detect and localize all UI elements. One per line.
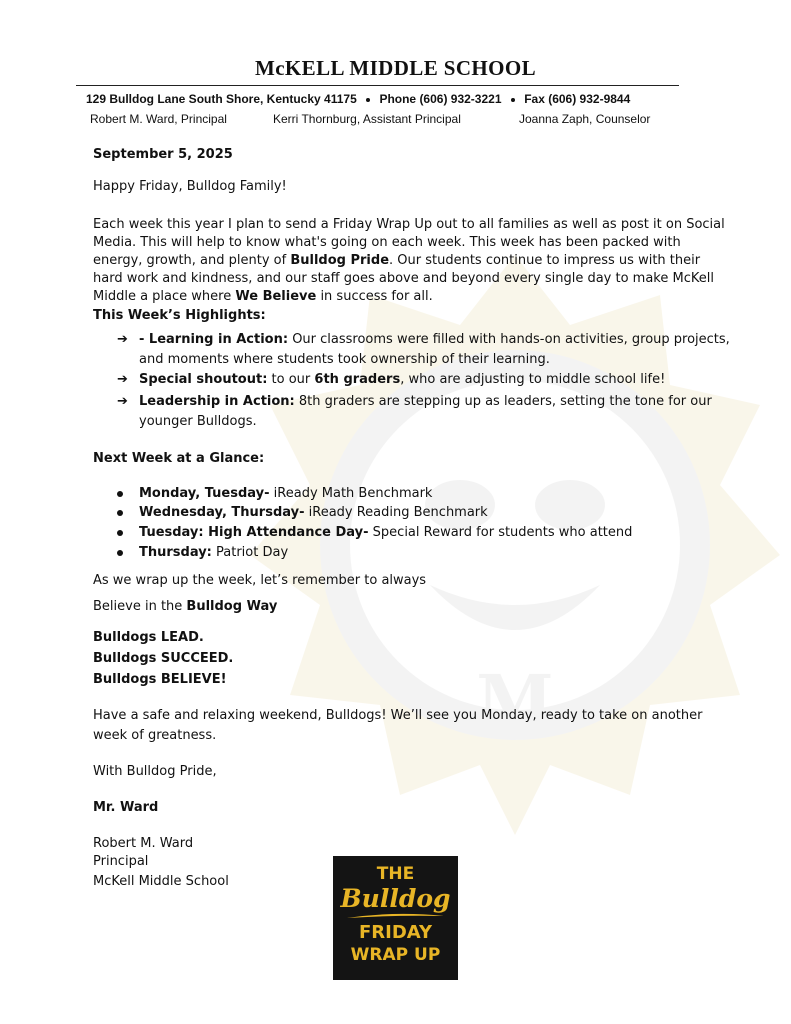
closing-line-2: week of greatness.	[93, 728, 217, 743]
school-title: McKELL MIDDLE SCHOOL	[254, 56, 537, 80]
intro-line-5: Middle a place where We Believe in success for all.	[93, 289, 433, 304]
school-fax: Fax (606) 932-9844	[524, 92, 631, 106]
arrow-bullet-icon: ➔	[117, 332, 128, 347]
bullet-icon	[117, 491, 123, 497]
intro-line-2: Media. This will help to know what's going on each week. This week has been packed with	[93, 235, 681, 250]
signer-school: McKell Middle School	[93, 874, 229, 889]
list-item: Tuesday: High Attendance Day- Special Reward for students who attend	[139, 525, 633, 540]
motto-succeed: Bulldogs SUCCEED.	[93, 651, 234, 666]
intro-line-1: Each week this year I plan to send a Friday Wrap Up out to all families as well as post it on Social	[93, 217, 725, 232]
logo-wrap-up-text: WRAP UP	[350, 945, 441, 965]
school-address: 129 Bulldog Lane South Shore, Kentucky 41175	[86, 92, 357, 106]
svg-text:M: M	[476, 659, 554, 742]
title-divider	[76, 85, 679, 86]
letter-greeting: Happy Friday, Bulldog Family!	[93, 179, 287, 194]
wrap-line: As we wrap up the week, let’s remember to always	[93, 573, 427, 588]
list-item: Wednesday, Thursday- iReady Reading Benchmark	[139, 505, 488, 520]
logo-friday-text: FRIDAY	[358, 922, 433, 943]
school-phone: Phone (606) 932-3221	[379, 92, 502, 106]
letter-date: September 5, 2025	[93, 147, 233, 162]
signer-title: Principal	[93, 854, 149, 869]
signer-name: Robert M. Ward	[93, 836, 194, 851]
next-week-heading: Next Week at a Glance:	[93, 451, 265, 466]
address-line	[86, 92, 686, 106]
list-item: Thursday: Patriot Day	[139, 545, 289, 560]
believe-line: Believe in the Bulldog Way	[93, 599, 278, 614]
bullet-icon	[117, 530, 123, 536]
arrow-bullet-icon: ➔	[117, 372, 128, 387]
friday-wrap-up-logo	[333, 856, 458, 980]
separator-dot-icon	[511, 98, 515, 102]
swoosh-icon	[347, 913, 444, 919]
staff-assistant-principal: Kerri Thornburg, Assistant Principal	[273, 112, 461, 126]
highlight-item-cont: and moments where students took ownership of their learning.	[139, 352, 550, 367]
motto-lead: Bulldogs LEAD.	[93, 630, 204, 645]
highlights-heading: This Week’s Highlights:	[93, 308, 266, 323]
logo-the-text: THE	[376, 864, 415, 884]
list-item: Monday, Tuesday- iReady Math Benchmark	[139, 486, 433, 501]
highlight-item: Leadership in Action: 8th graders are stepping up as leaders, setting the tone for our	[139, 394, 712, 409]
highlight-item-cont: younger Bulldogs.	[139, 414, 257, 429]
separator-dot-icon	[366, 98, 370, 102]
highlight-item: Special shoutout: to our 6th graders, who are adjusting to middle school life!	[139, 372, 666, 387]
arrow-bullet-icon: ➔	[117, 394, 128, 409]
closing-line-1: Have a safe and relaxing weekend, Bulldogs! We’ll see you Monday, ready to take on another	[93, 708, 703, 723]
intro-line-3: energy, growth, and plenty of Bulldog Pride. Our students continue to impress us with their	[93, 253, 701, 268]
bullet-icon	[117, 510, 123, 516]
intro-line-4: hard work and kindness, and our staff goes above and beyond every single day to make McKell	[93, 271, 714, 286]
signoff: With Bulldog Pride,	[93, 764, 217, 779]
logo-bulldog-text: Bulldog	[340, 884, 451, 913]
bullet-icon	[117, 550, 123, 556]
highlight-item: - Learning in Action: Our classrooms were filled with hands-on activities, group projects,	[139, 332, 730, 347]
staff-principal: Robert M. Ward, Principal	[90, 112, 227, 126]
signature: Mr. Ward	[93, 800, 159, 815]
motto-believe: Bulldogs BELIEVE!	[93, 672, 227, 687]
staff-counselor: Joanna Zaph, Counselor	[519, 112, 651, 126]
